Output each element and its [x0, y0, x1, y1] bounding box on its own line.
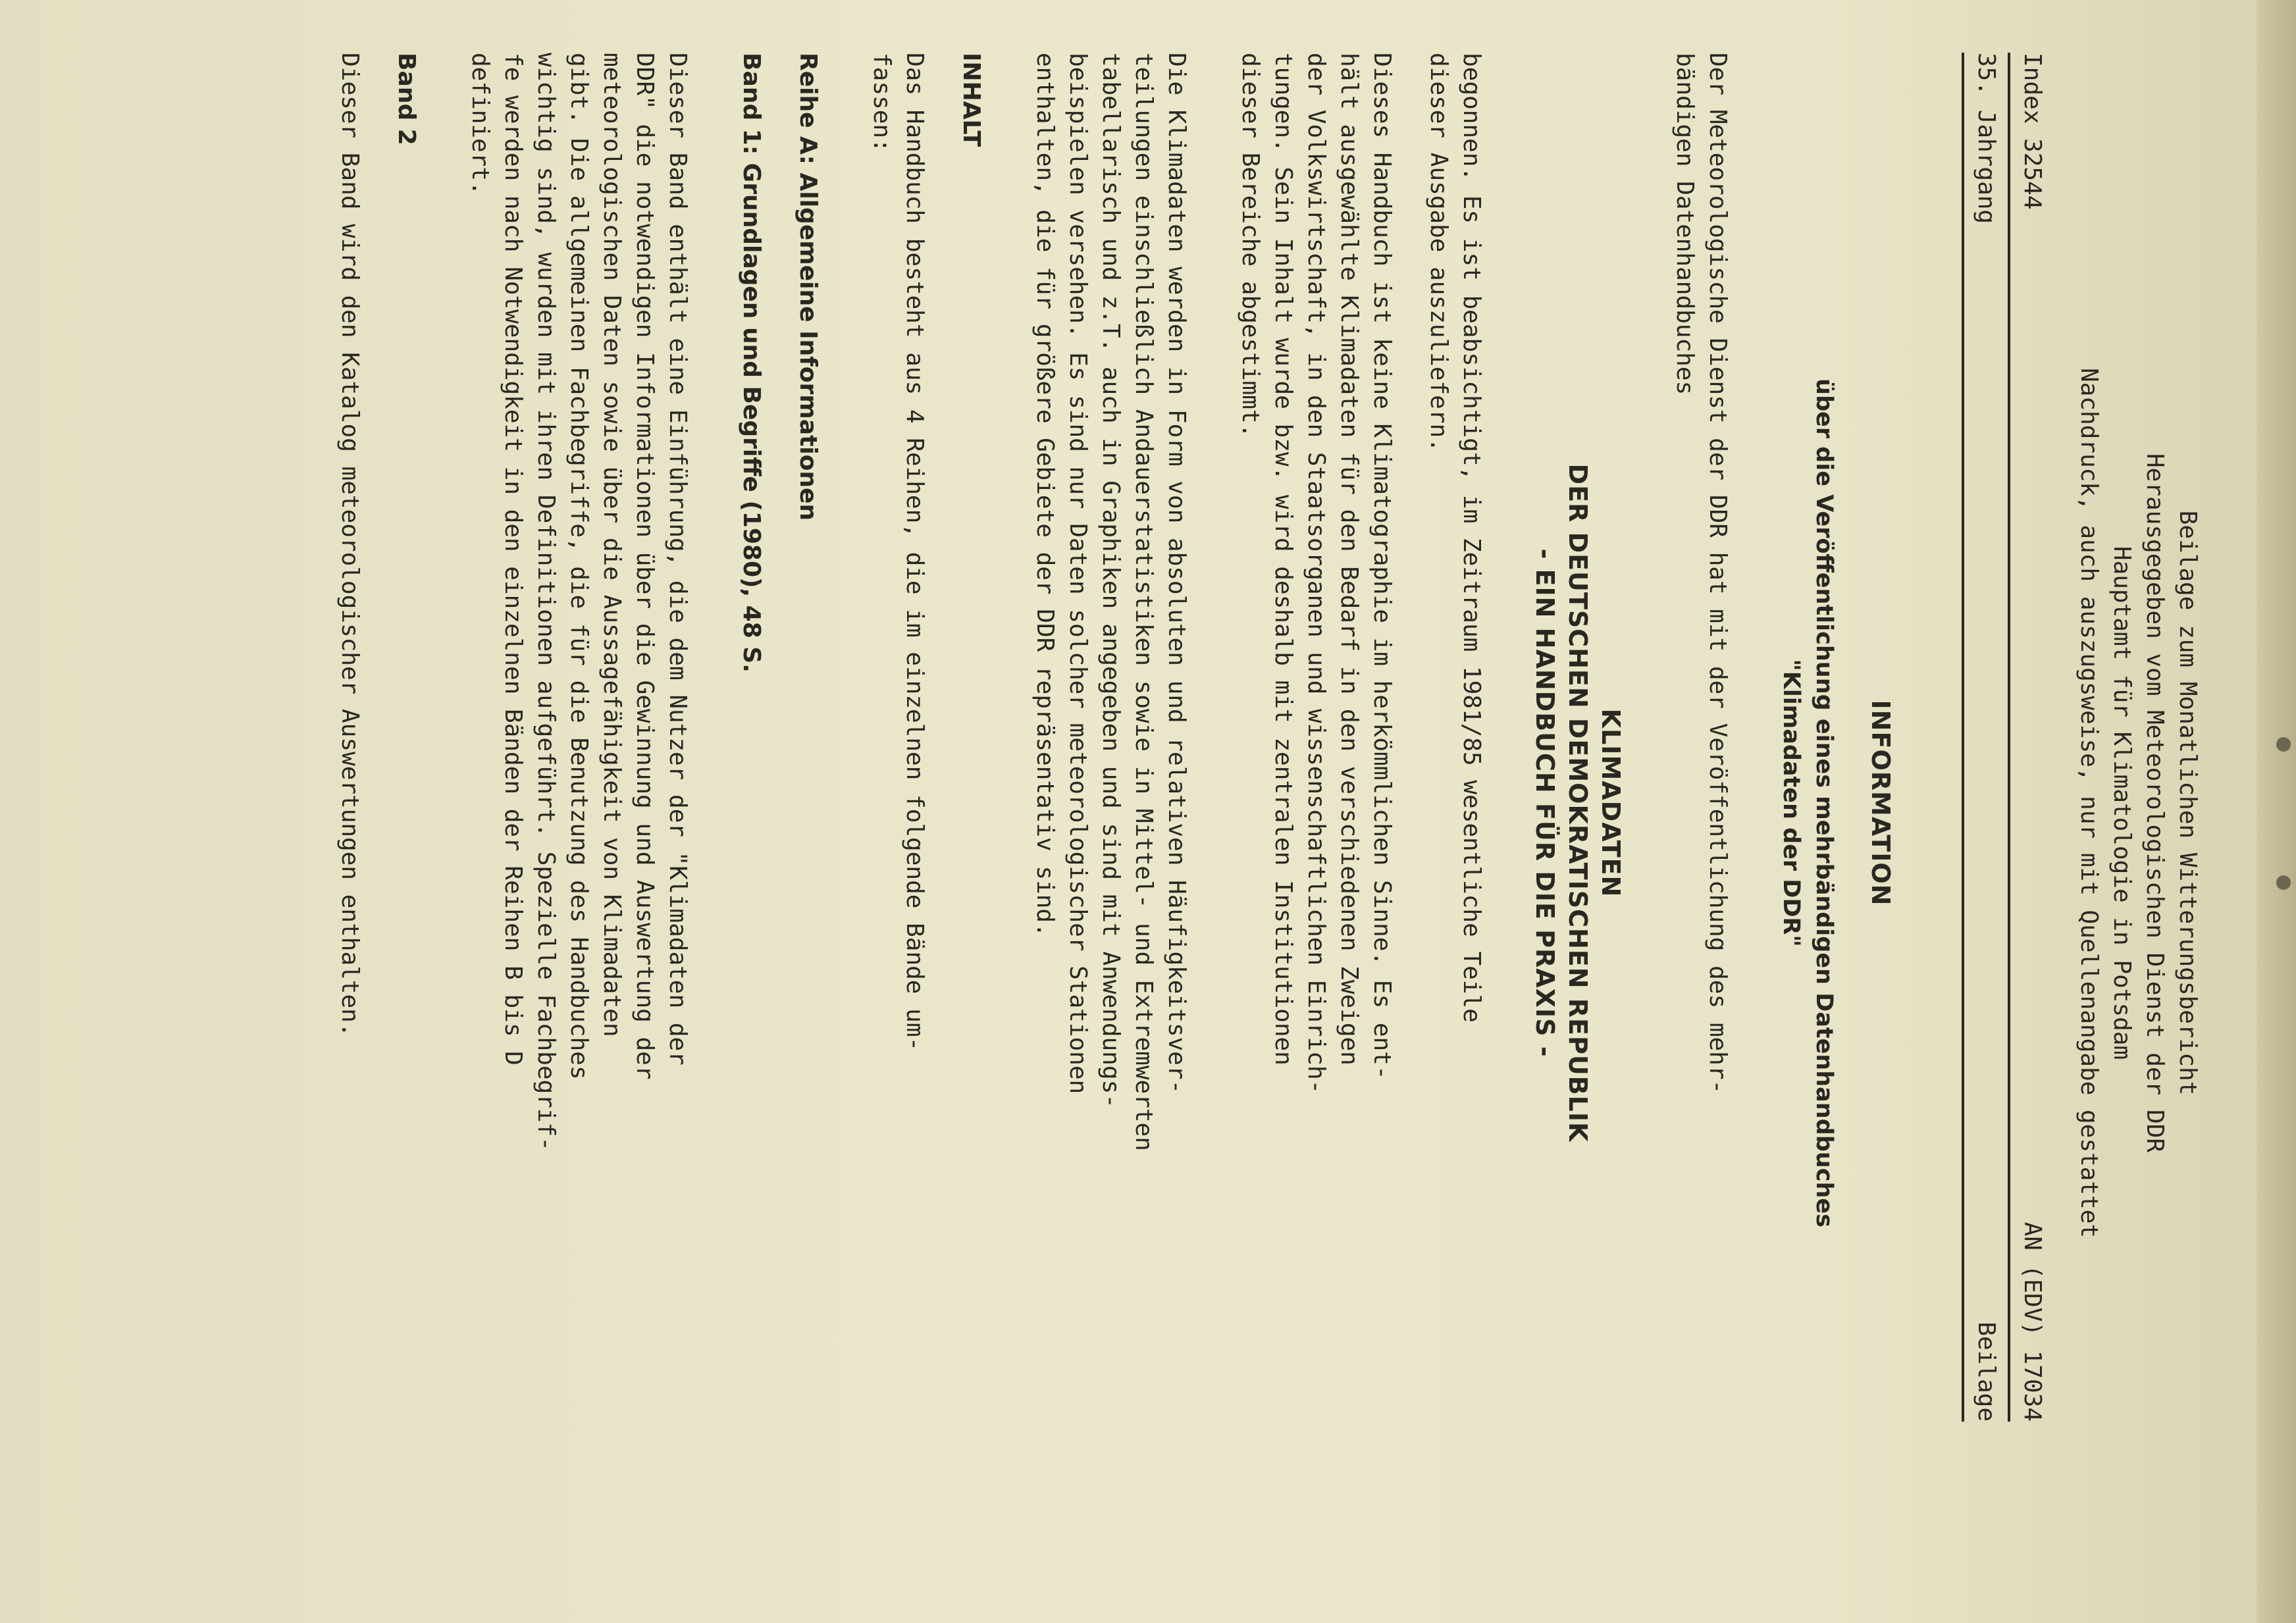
meta-row — [1970, 53, 2002, 1422]
information-subheading: über die Veröffentlichung eines mehrbändigen Datenhandbuches — [1811, 378, 1837, 1227]
divider — [1962, 53, 1964, 1422]
header-line: Nachdruck, auch auszugsweise, nur mit Quellenangabe gestattet — [2075, 367, 2102, 1239]
text-line: bändigen Datenhandbuches — [1671, 53, 1698, 396]
text-line: Der Meteorologische Dienst der DDR hat mit der Veröffentlichung des mehr- — [1704, 53, 1731, 1095]
divider — [2008, 53, 2010, 1422]
text-line: beispielen versehen. Es sind nur Daten solcher meteorologischer Stationen — [1064, 53, 1091, 1095]
text-line: Dieses Handbuch ist keine Klimatographie im herkömmlichen Sinne. Es ent- — [1369, 53, 1396, 1080]
meta-row — [2016, 53, 2048, 1422]
edv-code: AN (EDV) 17034 — [2019, 1222, 2046, 1422]
paragraph — [1422, 53, 1488, 1553]
paragraph — [1234, 53, 1398, 1553]
text-line: begonnen. Es ist beabsichtigt, im Zeitraum 1981/85 wesentliche Teile — [1458, 53, 1485, 1023]
text-line: wichtig sind, wurden mit ihren Definitionen aufgeführt. Spezielle Fachbegrif- — [533, 53, 560, 1151]
book-title-line: KLIMADATEN — [1596, 708, 1625, 898]
text-line: gibt. Die allgemeinen Fachbegriffe, die für die Benutzung des Handbuches — [565, 53, 592, 1080]
band2-heading: Band 2 — [393, 53, 420, 145]
text-line: definiert. — [467, 53, 494, 195]
text-line: enthalten, die für größere Gebiete der DDR repräsentativ sind. — [1031, 53, 1058, 937]
paragraph — [463, 53, 694, 1553]
text-line: fassen: — [868, 53, 895, 153]
text-line: Dieser Band wird den Katalog meteorologischer Auswertungen enthalten. — [336, 53, 363, 1037]
jahrgang: 35. Jahrgang — [1973, 53, 2000, 224]
reihe-a-heading: Reihe A: Allgemeine Informationen — [795, 53, 822, 521]
text-line: Die Klimadaten werden in Form von absoluten und relativen Häufigkeitsver- — [1163, 53, 1190, 1095]
text-line: der Volkswirtschaft, in den Staatsorganen und wissenschaftlichen Einrich- — [1303, 53, 1330, 1095]
book-title — [1528, 53, 1627, 1553]
paragraph — [333, 53, 366, 1553]
paragraph — [865, 53, 931, 1553]
text-line: hält ausgewählte Klimadaten für den Bedarf in den verschiedenen Zweigen — [1336, 53, 1363, 1066]
header-line: Hauptamt für Klimatologie in Potsdam — [2108, 546, 2135, 1060]
information-heading: INFORMATION — [1866, 700, 1895, 906]
document-content — [333, 53, 2204, 1553]
text-line: tungen. Sein Inhalt wurde bzw. wird deshalb mit zentralen Institutionen — [1270, 53, 1297, 1066]
beilage-label: Beilage — [1973, 1322, 2000, 1422]
header-line: Herausgegeben vom Meteorologischen Dienst der DDR — [2141, 453, 2168, 1153]
information-title-quote: "Klimadaten der DDR" — [1778, 659, 1804, 947]
paragraph — [1028, 53, 1193, 1553]
inhalt-heading: INHALT — [958, 53, 985, 147]
text-line: meteorologischen Daten sowie über die Aussagefähigkeit von Klimadaten — [598, 53, 625, 1037]
book-title-line: DER DEUTSCHEN DEMOKRATISCHEN REPUBLIK — [1563, 463, 1592, 1143]
text-line: Dieser Band enthält eine Einführung, die dem Nutzer der "Klimadaten der — [664, 53, 691, 1066]
document-header — [2072, 53, 2204, 1553]
intro-text — [1668, 53, 1734, 1553]
text-line: teilungen einschließlich Andauerstatistiken sowie in Mittel- und Extremwerten — [1130, 53, 1157, 1151]
text-line: Das Handbuch besteht aus 4 Reihen, die im einzelnen folgende Bände um- — [901, 53, 928, 1052]
text-line: dieser Ausgabe auszuliefern. — [1425, 53, 1452, 452]
index-number: Index 32544 — [2019, 53, 2046, 210]
band1-heading: Band 1: Grundlagen und Begriffe (1980), 48 S. — [738, 53, 765, 673]
text-line: dieser Bereiche abgestimmt. — [1237, 53, 1264, 438]
header-line: Beilage zum Monatlichen Witterungsbericht — [2174, 510, 2201, 1096]
book-title-line: - EIN HANDBUCH FÜR DIE PRAXIS - — [1530, 548, 1559, 1058]
text-line: tabellarisch und z.T. auch in Graphiken angegeben und sind mit Anwendungs- — [1097, 53, 1124, 1108]
text-line: fe werden nach Notwendigkeit in den einzelnen Bänden der Reihen B bis D — [500, 53, 527, 1066]
text-line: DDR" die notwendigen Informationen über die Gewinnung und Auswertung der — [631, 53, 658, 1080]
